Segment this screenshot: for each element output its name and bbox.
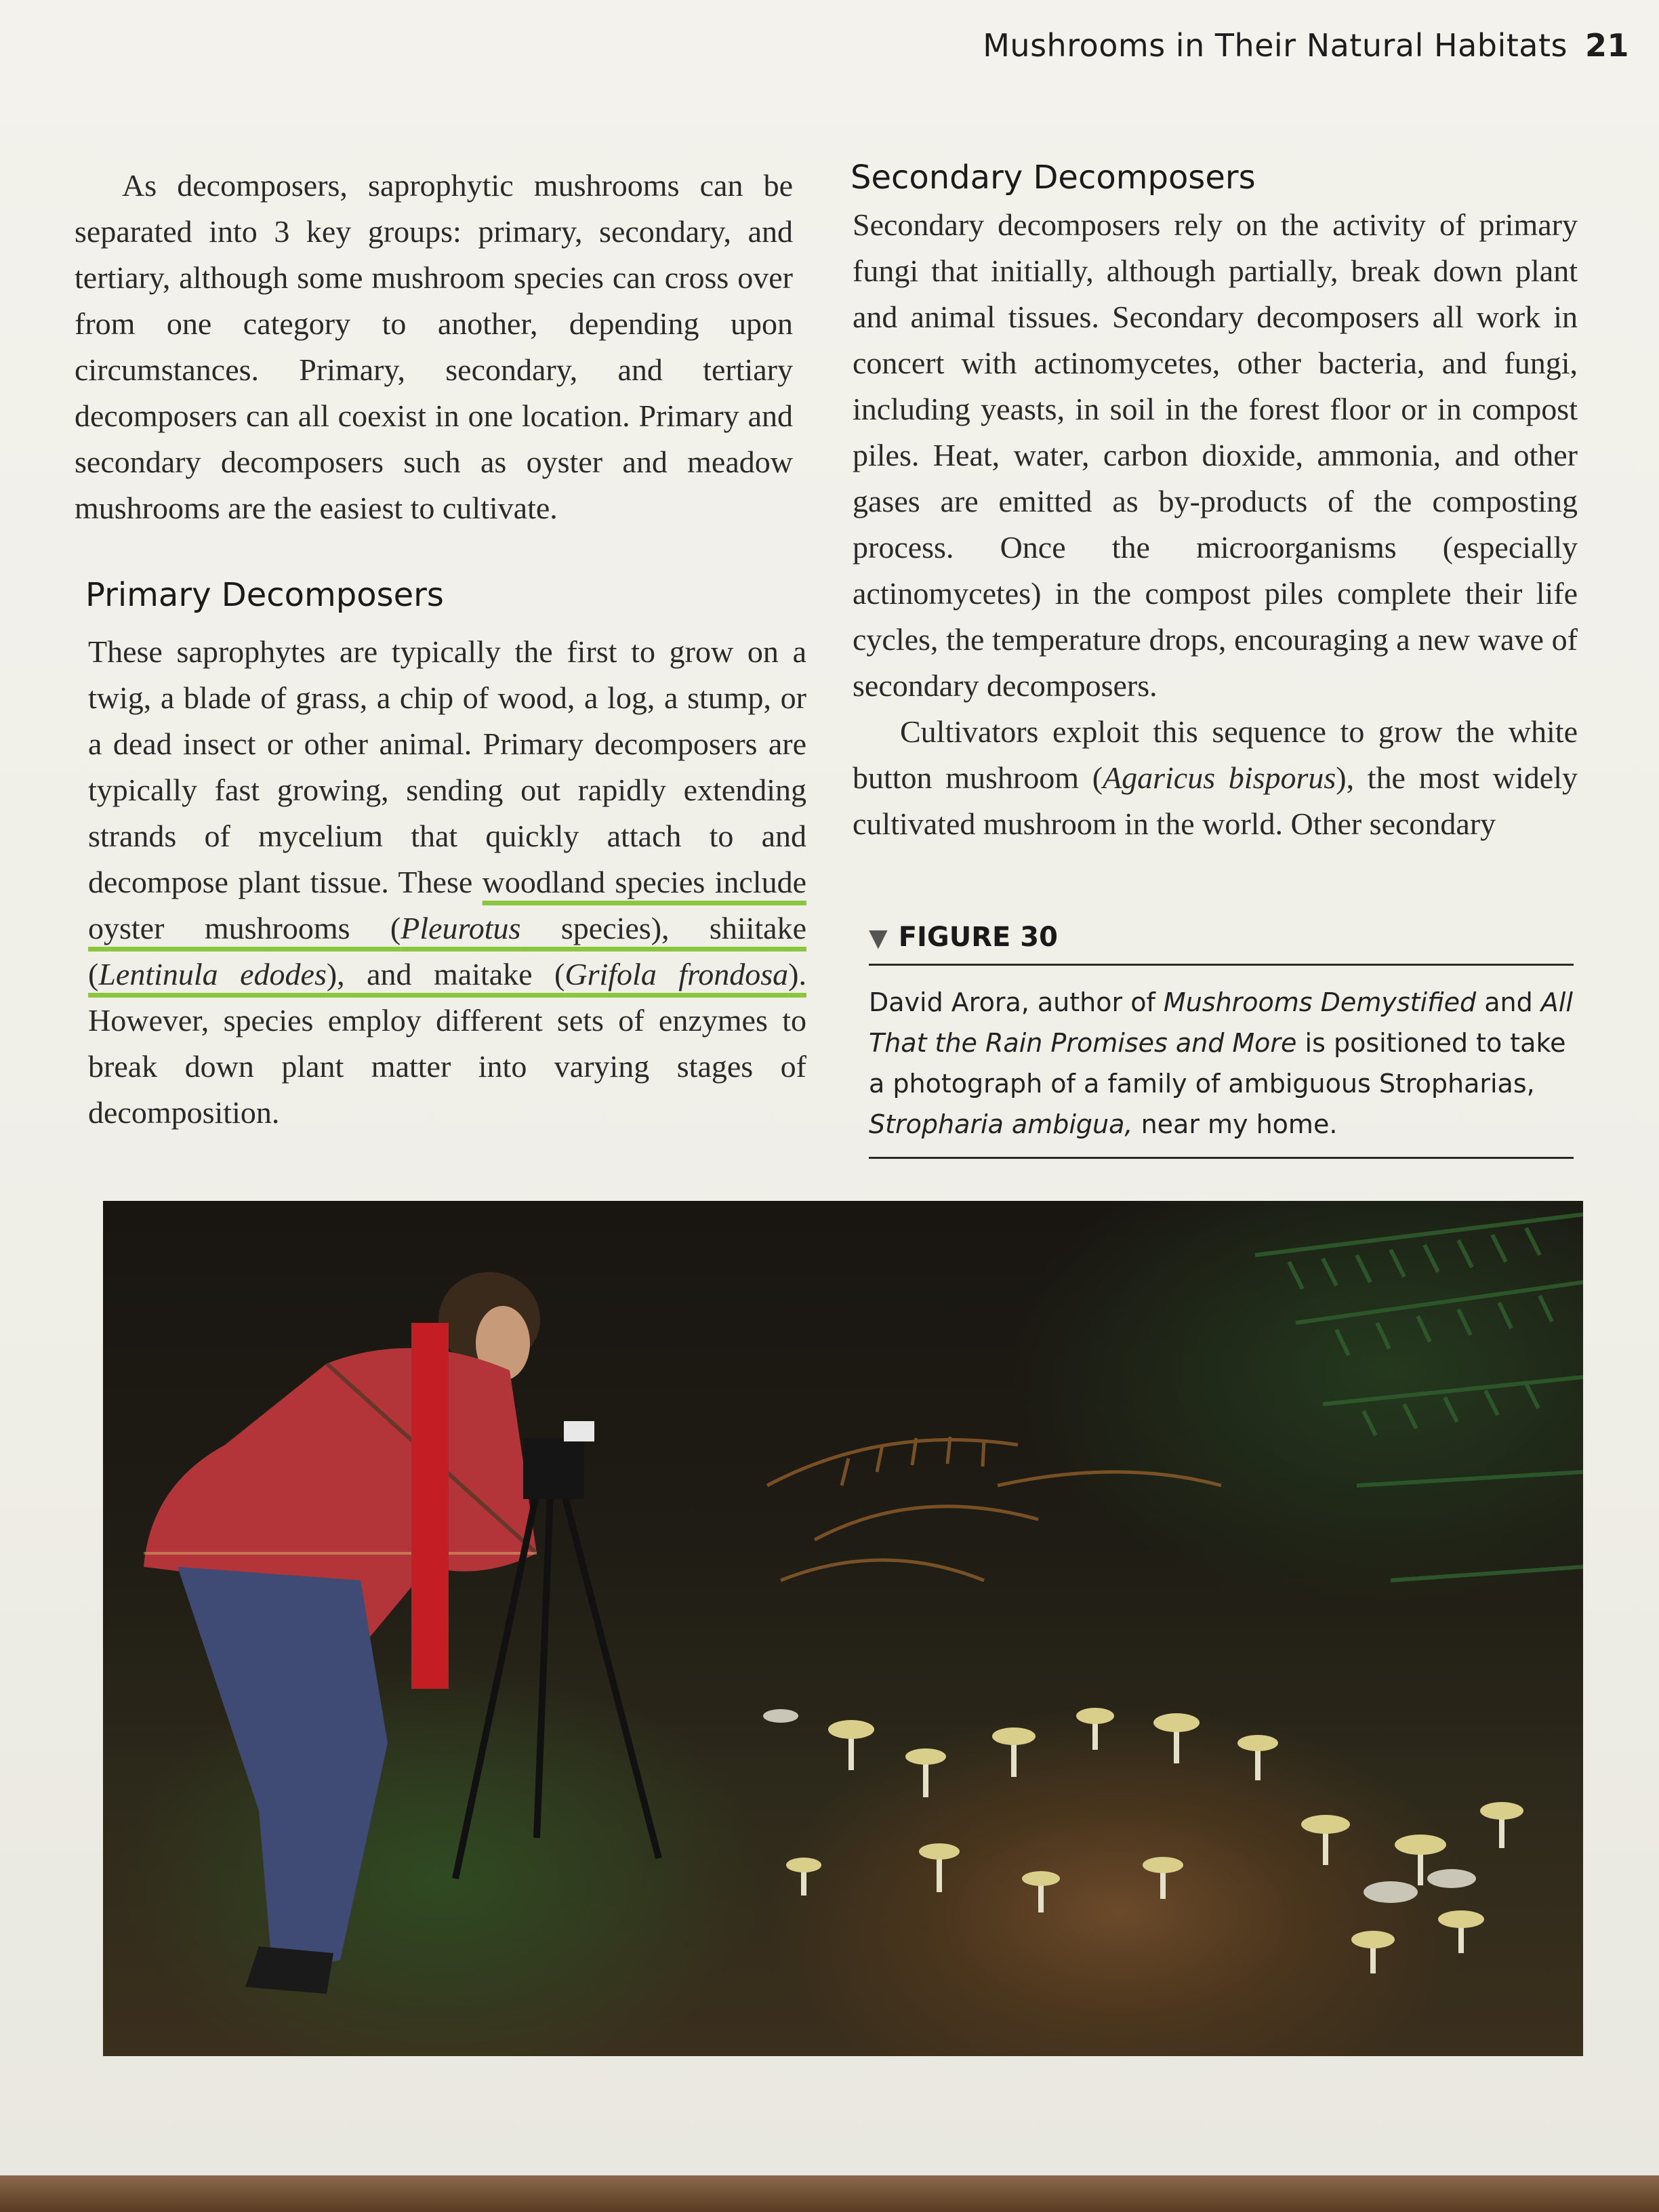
primary-paragraph (88, 629, 806, 1136)
mushroom-cluster (763, 1708, 1523, 1973)
figure-rule-bottom (869, 1157, 1574, 1159)
intro-column (75, 163, 793, 531)
figure-label (869, 922, 1574, 953)
photographer-figure (144, 1272, 540, 1994)
running-title: Mushrooms in Their Natural Habitats (983, 27, 1568, 64)
caption-text-1: David Arora, author of (869, 987, 1164, 1017)
highlight-text-2: species), shiitake ( (88, 911, 807, 991)
primary-column (88, 629, 806, 1136)
secondary-p2-text-a: Cultivators exploit this sequence to grow the white button mushroom ( (853, 714, 1578, 795)
secondary-decomposers-heading: Secondary Decomposers (851, 159, 1256, 197)
primary-text-end: However, species employ different sets of enzymes to break down plant matter into varying stages of decomposition. (88, 1003, 806, 1130)
page-edge-table (0, 2175, 1659, 2212)
fir-branches (1255, 1214, 1583, 1580)
secondary-paragraph-1: Secondary decomposers rely on the activity of primary fungi that initially, although partially, break down plant and animal tissues. Secondary decomposers all work in concert with actinomycetes, other bacteria, and fungi, including yeasts, in soil in the forest floor or in compost piles. Heat, water, carbon dioxide, ammonia, and other gases are emitted as by-products of the composting process. Once the microorganisms (especially actinomycetes) in the compost piles complete their life cycles, the temperature drops, encouraging a new wave of secondary decomposers. (853, 207, 1578, 703)
figure-caption-block (869, 922, 1574, 1159)
caption-text-3: is positioned to take a photograph of a family of ambiguous Stropharias, (869, 1028, 1566, 1099)
camera-flash (564, 1421, 594, 1441)
photo-illustration (103, 1201, 1583, 2056)
caption-book-1: Mushrooms Demystified (1163, 987, 1477, 1017)
secondary-p2-text-c: ), the most widely cultivated mushroom in the world. Other secondary (853, 760, 1578, 841)
forest-photograph (103, 1201, 1583, 2056)
triangle-down-icon: ▼ (869, 924, 888, 952)
caption-species: Stropharia ambigua, (869, 1109, 1133, 1139)
caption-book-2: All That the Rain Promises and More (869, 987, 1573, 1058)
secondary-column (853, 202, 1578, 847)
primary-text: These saprophytes are typically the first to grow on a twig, a blade of grass, a chip of wood, a log, a stump, or a dead insect or other animal. Primary decomposers are typically fast growing, sending out rapidly extending strands of mycelium that quickly attach to and decompose plant tissue. These (88, 634, 806, 899)
species-pleurotus: Pleurotus (401, 911, 521, 945)
figure-rule-top (869, 964, 1574, 966)
fern-fronds (767, 1437, 1221, 1580)
primary-heading-block (85, 576, 804, 614)
species-grifola: Grifola frondosa (565, 957, 789, 991)
secondary-paragraph-2 (853, 709, 1578, 847)
highlight-text-3: ), and maitake ( (326, 957, 565, 991)
figure-caption (869, 982, 1574, 1145)
running-head (983, 27, 1629, 64)
caption-text-2: and (1476, 987, 1541, 1017)
intro-paragraph: As decomposers, saprophytic mushrooms can be separated into 3 key groups: primary, secondary, and tertiary, although some mushroom species can cross over from one category to another, depending upon circumstances. Primary, secondary, and tertiary decomposers can all coexist in one location. Primary and secondary decomposers such as oyster and meadow mushrooms are the easiest to cultivate. (75, 168, 793, 525)
species-agaricus: Agaricus bisporus (1103, 760, 1336, 795)
camera (523, 1438, 584, 1499)
primary-decomposers-heading: Primary Decomposers (85, 576, 444, 614)
figure-label-text: FIGURE 30 (898, 922, 1058, 953)
highlight-text-1: woodland species include oyster mushrooms ( (88, 865, 806, 945)
secondary-heading-block (851, 159, 1582, 197)
species-lentinula: Lentinula edodes (98, 957, 327, 991)
highlight-text-4: ). (788, 957, 806, 991)
caption-text-4: near my home. (1132, 1109, 1338, 1139)
page-number: 21 (1584, 27, 1629, 64)
